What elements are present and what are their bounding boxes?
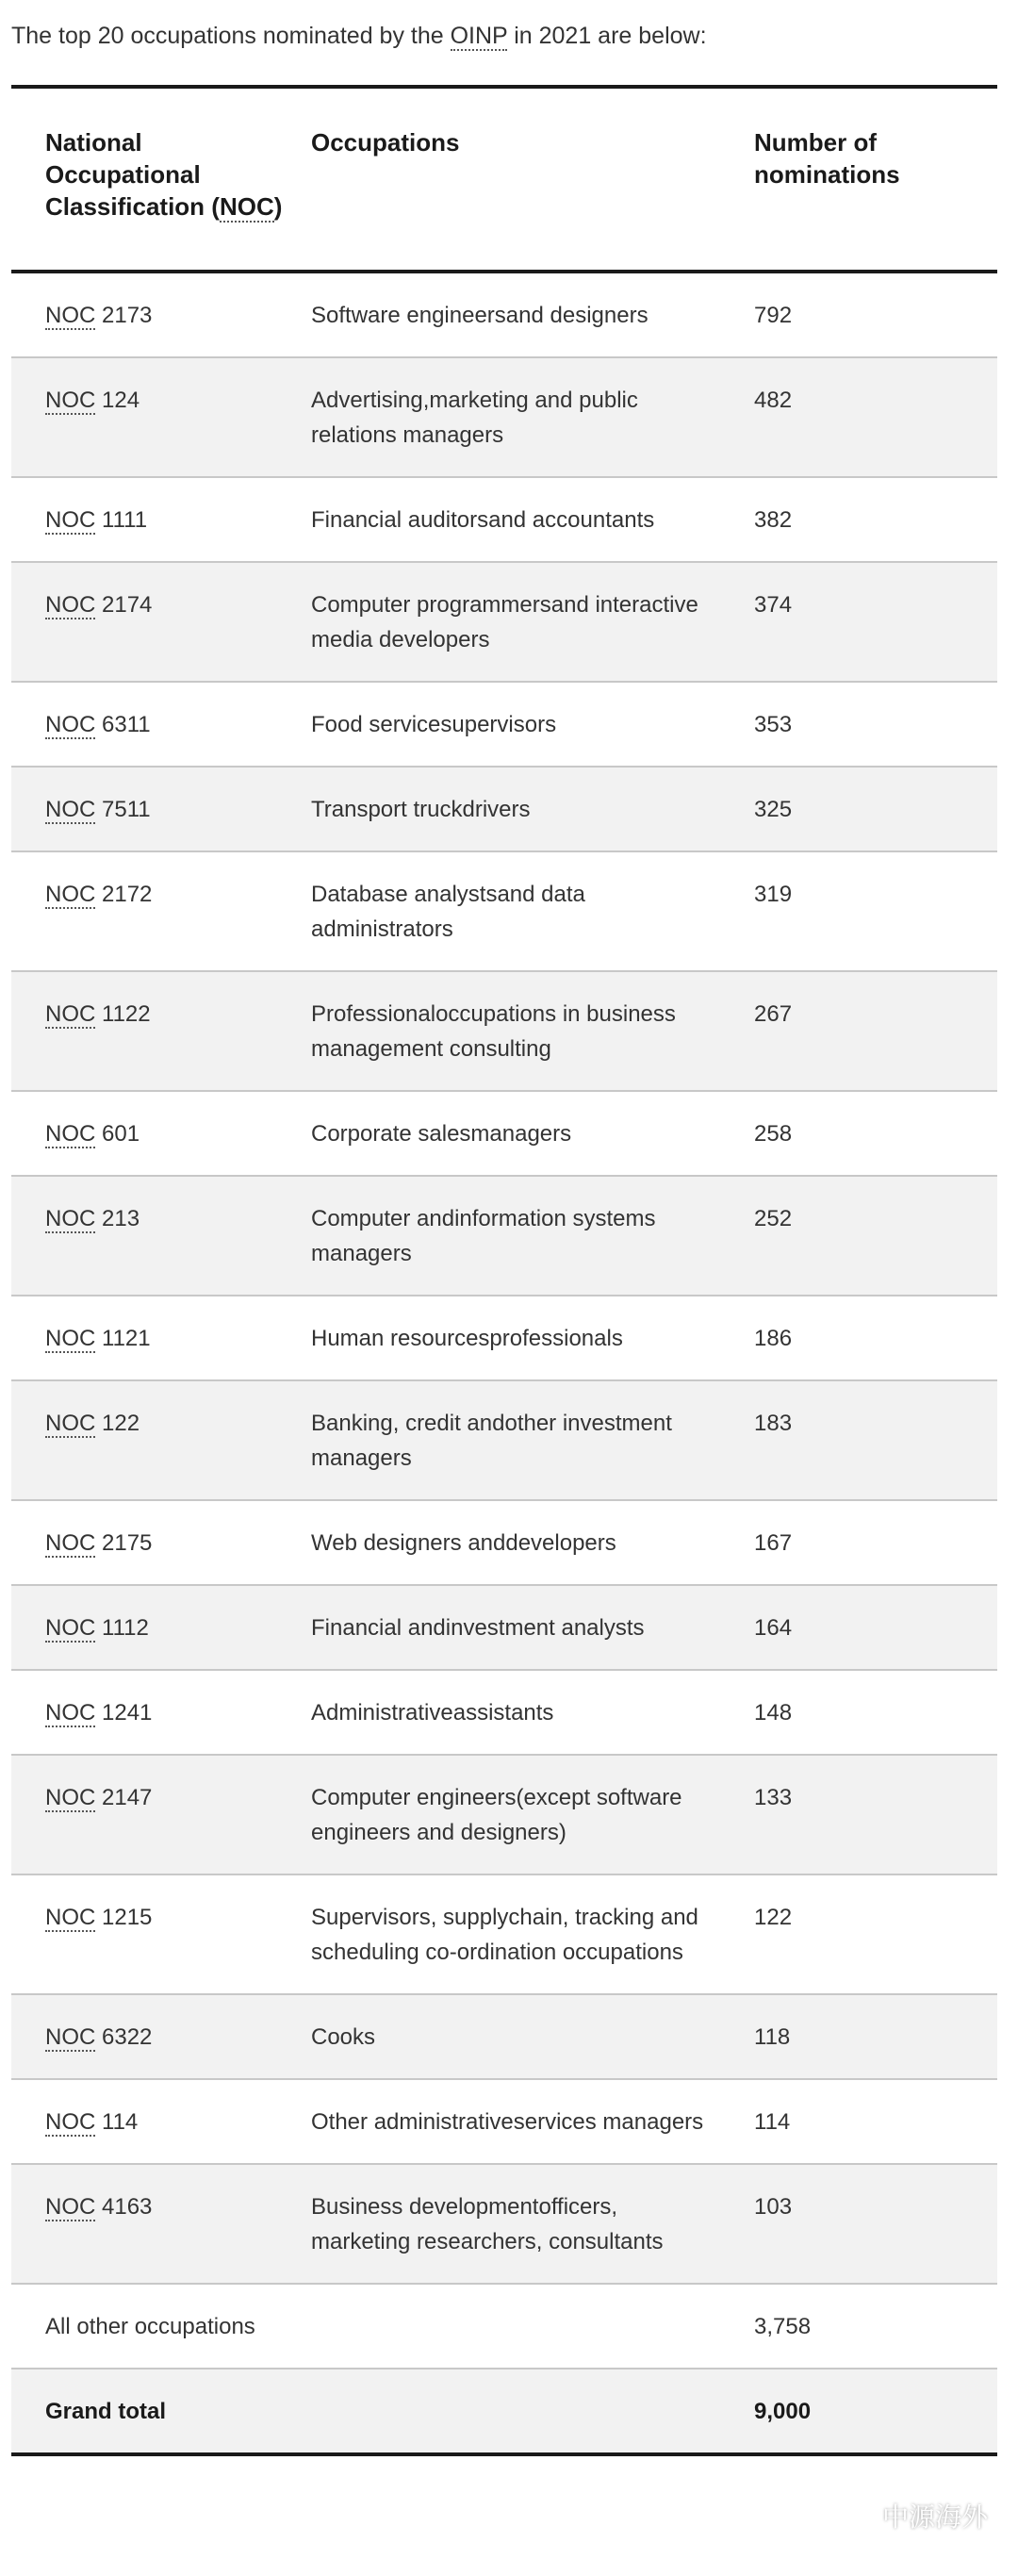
occupation-cell: Banking, credit andother investment managers: [311, 1411, 672, 1471]
watermark: [837, 2497, 988, 2535]
noc-code: 7511: [95, 797, 151, 822]
occupation-cell: Corporate salesmanagers: [311, 1121, 572, 1147]
noc-abbr[interactable]: NOC: [45, 712, 96, 737]
occupation-cell: Professionaloccupations in business management consulting: [311, 1001, 676, 1062]
other-occupations-row: [11, 2284, 997, 2369]
table-header: [11, 87, 997, 272]
occupation-cell: Computer programmersand interactive media developers: [311, 592, 698, 652]
occupation-cell: Business developmentofficers, marketing researchers, consultants: [311, 2194, 664, 2254]
noc-code: 2147: [95, 1785, 153, 1810]
occupation-cell: Other administrativeservices managers: [311, 2109, 704, 2135]
noc-code: 2174: [95, 592, 153, 618]
total-count: 9,000: [754, 2399, 812, 2424]
table-row: [11, 1091, 997, 1176]
noc-abbr[interactable]: NOC: [45, 1206, 96, 1231]
intro-before: The top 20 occupations nominated by the: [11, 23, 451, 49]
table-row: [11, 851, 997, 971]
noc-abbr[interactable]: NOC: [45, 2109, 96, 2135]
table-row: [11, 2164, 997, 2284]
noc-cell: [11, 1176, 311, 1296]
count-cell: 319: [754, 882, 793, 907]
noc-code: 122: [95, 1411, 140, 1436]
noc-code: 2172: [95, 882, 153, 907]
noc-code: 4163: [95, 2194, 153, 2220]
noc-code: 124: [95, 388, 140, 413]
count-cell: 792: [754, 303, 793, 328]
occupation-cell: Cooks: [311, 2024, 376, 2050]
count-cell: 374: [754, 592, 793, 618]
noc-cell: [11, 1091, 311, 1176]
table-row: [11, 1994, 997, 2079]
noc-cell: [11, 1670, 311, 1755]
other-label: All other occupations: [45, 2314, 255, 2339]
other-occupation: [311, 2284, 754, 2369]
noc-cell: [11, 1296, 311, 1380]
count-cell: 186: [754, 1326, 793, 1351]
table-row: [11, 1296, 997, 1380]
noc-abbr[interactable]: NOC: [45, 388, 96, 413]
noc-code: 6322: [95, 2024, 153, 2050]
occupation-cell: Administrativeassistants: [311, 1700, 554, 1726]
grand-total-row: [11, 2369, 997, 2454]
occupation-cell: Supervisors, supplychain, tracking and scheduling co-ordination occupations: [311, 1905, 698, 1965]
noc-cell: [11, 1380, 311, 1500]
occupation-cell: Financial andinvestment analysts: [311, 1615, 645, 1641]
noc-abbr[interactable]: NOC: [45, 1411, 96, 1436]
noc-abbr[interactable]: NOC: [45, 882, 96, 907]
noc-cell: [11, 851, 311, 971]
occupation-cell: Food servicesupervisors: [311, 712, 557, 737]
noc-code: 601: [95, 1121, 140, 1147]
count-cell: 148: [754, 1700, 793, 1726]
header-row: [11, 87, 997, 272]
count-cell: 382: [754, 507, 793, 533]
noc-cell: [11, 272, 311, 357]
noc-code: 1112: [95, 1615, 149, 1641]
occupation-cell: Software engineersand designers: [311, 303, 649, 328]
occupation-cell: Computer andinformation systems managers: [311, 1206, 656, 1266]
intro-after: in 2021 are below:: [507, 23, 707, 49]
noc-abbr[interactable]: NOC: [219, 192, 274, 221]
count-cell: 167: [754, 1530, 793, 1556]
count-cell: 252: [754, 1206, 793, 1231]
header-noc-suffix: ): [273, 192, 283, 221]
noc-code: 6311: [95, 712, 151, 737]
other-count: 3,758: [754, 2314, 812, 2339]
noc-cell: [11, 1755, 311, 1874]
table-row: [11, 477, 997, 562]
table-row: [11, 1874, 997, 1994]
noc-code: 1122: [95, 1001, 151, 1027]
total-label: Grand total: [45, 2399, 167, 2424]
noc-cell: [11, 1874, 311, 1994]
noc-code: 114: [95, 2109, 139, 2135]
noc-cell: [11, 562, 311, 682]
occupation-cell: Advertising,marketing and public relations managers: [311, 388, 638, 448]
noc-abbr[interactable]: NOC: [45, 2024, 96, 2050]
occupation-cell: Web designers anddevelopers: [311, 1530, 616, 1556]
noc-abbr[interactable]: NOC: [45, 1785, 96, 1810]
noc-abbr[interactable]: NOC: [45, 797, 96, 822]
wechat-icon: [837, 2500, 875, 2532]
noc-cell: [11, 1585, 311, 1670]
table-row: [11, 272, 997, 357]
noc-code: 2175: [95, 1530, 153, 1556]
count-cell: 267: [754, 1001, 793, 1027]
table-body: [11, 272, 997, 2454]
table-row: [11, 767, 997, 851]
count-cell: 325: [754, 797, 793, 822]
intro-text: [11, 17, 707, 55]
table-row: [11, 1670, 997, 1755]
table-row: [11, 562, 997, 682]
table-row: [11, 971, 997, 1091]
occupation-cell: Financial auditorsand accountants: [311, 507, 655, 533]
header-nominations: Number of nominations: [754, 128, 900, 189]
total-occupation: [311, 2369, 754, 2454]
occupation-cell: Computer engineers(except software engineers and designers): [311, 1785, 682, 1845]
noc-cell: [11, 477, 311, 562]
noc-cell: [11, 682, 311, 767]
noc-abbr[interactable]: NOC: [45, 1326, 96, 1351]
count-cell: 103: [754, 2194, 793, 2220]
noc-abbr[interactable]: NOC: [45, 592, 96, 618]
table-row: [11, 1380, 997, 1500]
noc-abbr[interactable]: NOC: [45, 2194, 96, 2220]
noc-code: 2173: [95, 303, 153, 328]
count-cell: 353: [754, 712, 793, 737]
count-cell: 482: [754, 388, 793, 413]
noc-cell: [11, 1500, 311, 1585]
table-row: [11, 1176, 997, 1296]
table-row: [11, 682, 997, 767]
count-cell: 118: [754, 2024, 791, 2050]
occupation-cell: Database analystsand data administrators: [311, 882, 585, 942]
oinp-abbr[interactable]: OINP: [450, 23, 508, 49]
noc-code: 1121: [95, 1326, 151, 1351]
occupation-cell: Human resourcesprofessionals: [311, 1326, 623, 1351]
nominations-table: [11, 85, 997, 2456]
noc-code: 213: [95, 1206, 140, 1231]
count-cell: 133: [754, 1785, 793, 1810]
header-noc-label: National Occupational Classification (: [45, 128, 220, 221]
count-cell: 114: [754, 2109, 791, 2135]
noc-cell: [11, 767, 311, 851]
noc-cell: [11, 1994, 311, 2079]
occupation-cell: Transport truckdrivers: [311, 797, 531, 822]
noc-cell: [11, 2079, 311, 2164]
noc-abbr[interactable]: NOC: [45, 507, 96, 533]
count-cell: 164: [754, 1615, 793, 1641]
noc-abbr[interactable]: NOC: [45, 1615, 96, 1641]
noc-abbr[interactable]: NOC: [45, 1530, 96, 1556]
count-cell: 258: [754, 1121, 793, 1147]
noc-code: 1111: [95, 507, 148, 533]
noc-abbr[interactable]: NOC: [45, 1700, 96, 1726]
noc-cell: [11, 2164, 311, 2284]
table-row: [11, 1755, 997, 1874]
table-row: [11, 1500, 997, 1585]
noc-abbr[interactable]: NOC: [45, 303, 96, 328]
noc-abbr[interactable]: NOC: [45, 1121, 96, 1147]
noc-code: 1215: [95, 1905, 153, 1930]
table-row: [11, 2079, 997, 2164]
noc-cell: [11, 357, 311, 477]
watermark-text: 中源海外: [881, 2502, 988, 2533]
noc-code: 1241: [95, 1700, 153, 1726]
count-cell: 183: [754, 1411, 793, 1436]
noc-abbr[interactable]: NOC: [45, 1905, 96, 1930]
noc-abbr[interactable]: NOC: [45, 1001, 96, 1027]
header-noc: [11, 87, 311, 272]
noc-cell: [11, 971, 311, 1091]
header-occupations: Occupations: [311, 128, 460, 157]
table-row: [11, 1585, 997, 1670]
table-row: [11, 357, 997, 477]
count-cell: 122: [754, 1905, 793, 1930]
